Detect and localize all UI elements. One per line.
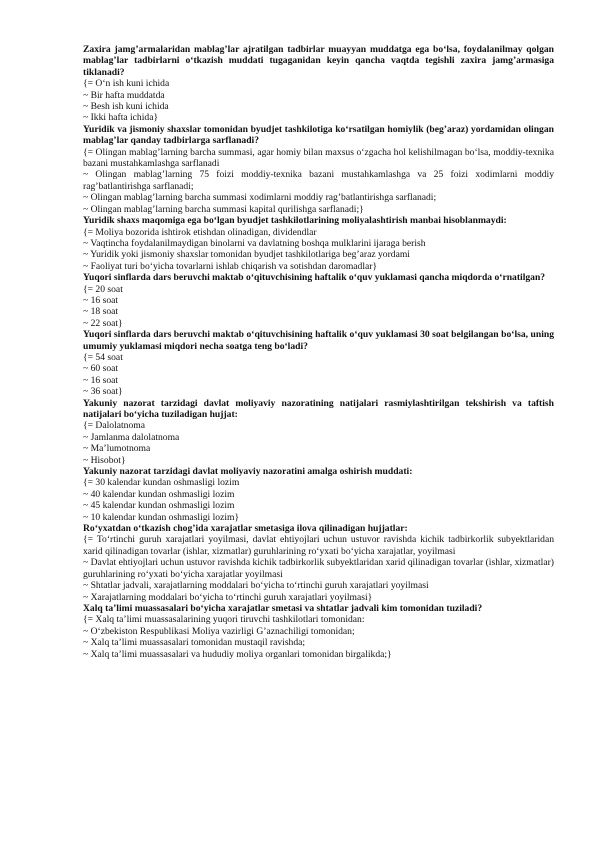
answer-option: ~ Olingan mablag’larning 75 foizi moddiy-texnika bazani mustahkamlashga va 25 foizi xodimlarni moddiy rag’batlantirishga sarflanadi;	[83, 169, 554, 192]
answer-option: ~ Bir hafta muddatda	[83, 89, 165, 101]
answer-option: ~ Hisobot}	[83, 454, 126, 466]
answer-option: ~ Olingan mablag’larning barcha summasi kapital qurilishga sarflanadi;}	[83, 203, 364, 215]
question-text: Xalq ta’limi muassasalari bo‘yicha xarajatlar smetasi va shtatlar jadvali kim tomonidan tuziladi?	[83, 602, 483, 614]
answer-option: ~ 22 soat}	[83, 317, 123, 329]
question-text: Yuridik shaxs maqomiga ega bo‘lgan byudjet tashkilotlarining moliyalashtirish manbai hisoblanmaydi:	[83, 215, 507, 227]
question-text: Yakuniy nazorat tarzidagi davlat moliyaviy nazoratining natijalari rasmiylashtirilgan tekshirish va taftish natijalari bo‘yicha tuziladigan hujjat:	[83, 397, 554, 420]
answer-option: ~ 36 soat}	[83, 386, 123, 398]
answer-option: {= Moliya bozorida ishtirok etishdan olinadigan, dividendlar	[83, 226, 317, 238]
question-block	[83, 44, 554, 124]
answer-option: ~ Faoliyat turi bo‘yicha tovarlarni ishlab chiqarish va sotishdan daromadlar}	[83, 260, 378, 272]
question-text: Ro‘yxatdan o‘tkazish chog’ida xarajatlar smetasiga ilova qilinadigan hujjatlar:	[83, 523, 408, 535]
answer-option: {= Dalolatnoma	[83, 420, 145, 432]
question-text: Yuqori sinflarda dars beruvchi maktab o‘qituvchisining haftalik o‘quv yuklamasi qancha miqdorda o‘rnatilgan?	[83, 272, 546, 284]
answer-option: ~ Xalq ta’limi muassasalari tomonidan mustaqil ravishda;	[83, 637, 306, 649]
answer-option: {= Olingan mablag’larning barcha summasi, agar homiy bilan maxsus o‘zgacha hol kelishilmagan bo‘lsa, moddiy-texnika bazani mustahkamlashga sarflanadi	[83, 146, 554, 170]
answer-option: ~ Jamlanma dalolatnoma	[83, 431, 180, 443]
answer-option: {= O‘n ish kuni ichida	[83, 78, 170, 90]
question-text: Zaxira jamg’armalaridan mablag’lar ajratilgan tadbirlar muayyan muddatga ega bo‘lsa, foydalanilmay qolgan mablag’lar tadbirlarni o‘tkazish muddati tugaganidan keyin qancha vaqtda tegishli zaxira jamg’armasiga tiklanadi?	[83, 44, 554, 78]
question-block	[83, 272, 554, 329]
answer-option: {= 30 kalendar kundan oshmasligi lozim	[83, 477, 240, 489]
answer-option: {= 20 soat	[83, 283, 123, 295]
answer-option: ~ 60 soat	[83, 363, 119, 375]
question-block	[83, 603, 554, 660]
answer-option: ~ Xarajatlarning moddalari bo‘yicha to‘rtinchi guruh xarajatlari yoyilmasi}	[83, 591, 373, 603]
answer-option: ~ Davlat ehtiyojlari uchun ustuvor ravishda kichik tadbirkorlik subyektlaridan xarid qilinadigan tovarlar (ishlar, xizmatlar) guruhlarining ro‘yxati bo‘yicha xarajatlar yoyilmasi	[83, 557, 554, 580]
answer-option: ~ Olingan mablag’larning barcha summasi xodimlarni moddiy rag’batlantirishga sarflanadi;	[83, 192, 437, 204]
answer-option: ~ 18 soat	[83, 306, 119, 318]
test-questions-document	[83, 44, 554, 660]
answer-option: ~ O‘zbekiston Respublikasi Moliya vazirligi G’aznachiligi tomonidan;	[83, 625, 355, 637]
question-block	[83, 398, 554, 466]
answer-option: ~ 16 soat	[83, 374, 119, 386]
question-block	[83, 124, 554, 215]
answer-option: {= To‘rtinchi guruh xarajatlari yoyilmasi, davlat ehtiyojlari uchun ustuvor ravishda kichik tadbirkorlik subyektlaridan xarid qilinadigan tovarlar (ishlar, xizmatlar) guruhlarining ro‘yxati bo‘yicha xarajatlar, yoyilmasi	[83, 534, 554, 557]
answer-option: {= Xalq ta’limi muassasalarining yuqori tiruvchi tashkilotlari tomonidan:	[83, 614, 365, 626]
answer-option: ~ 16 soat	[83, 294, 119, 306]
answer-option: ~ 10 kalendar kundan oshmasligi lozim}	[83, 511, 240, 523]
answer-option: ~ Ma’lumotnoma	[83, 443, 151, 455]
answer-option: ~ Ikki hafta ichida}	[83, 112, 159, 124]
question-block	[83, 329, 554, 397]
question-text: Yakuniy nazorat tarzidagi davlat moliyaviy nazoratini amalga oshirish muddati:	[83, 466, 413, 478]
answer-option: {= 54 soat	[83, 351, 123, 363]
answer-option: ~ 40 kalendar kundan oshmasligi lozim	[83, 488, 235, 500]
question-text: Yuqori sinflarda dars beruvchi maktab o‘qituvchisining haftalik o‘quv yuklamasi 30 soat belgilangan bo‘lsa, uning umumiy yuklamasi miqdori necha soatga teng bo‘ladi?	[83, 329, 554, 352]
question-block	[83, 466, 554, 523]
question-text: Yuridik va jismoniy shaxslar tomonidan byudjet tashkilotiga ko‘rsatilgan homiylik (beg’araz) yordamidan olingan mablag’lar qanday tadbirlarga sarflanadi?	[83, 123, 554, 147]
answer-option: ~ Xalq ta’limi muassasalari va hududiy moliya organlari tomonidan birgalikda;}	[83, 648, 392, 660]
answer-option: ~ 45 kalendar kundan oshmasligi lozim	[83, 500, 235, 512]
question-block	[83, 215, 554, 272]
answer-option: ~ Shtatlar jadvali, xarajatlarning moddalari bo‘yicha to‘rtinchi guruh xarajatlari yoyilmasi	[83, 580, 429, 592]
answer-option: ~ Yuridik yoki jismoniy shaxslar tomonidan byudjet tashkilotlariga beg’araz yordami	[83, 249, 410, 261]
answer-option: ~ Besh ish kuni ichida	[83, 101, 169, 113]
answer-option: ~ Vaqtincha foydalanilmaydigan binolarni va davlatning boshqa mulklarini ijaraga berish	[83, 237, 426, 249]
question-block	[83, 523, 554, 603]
